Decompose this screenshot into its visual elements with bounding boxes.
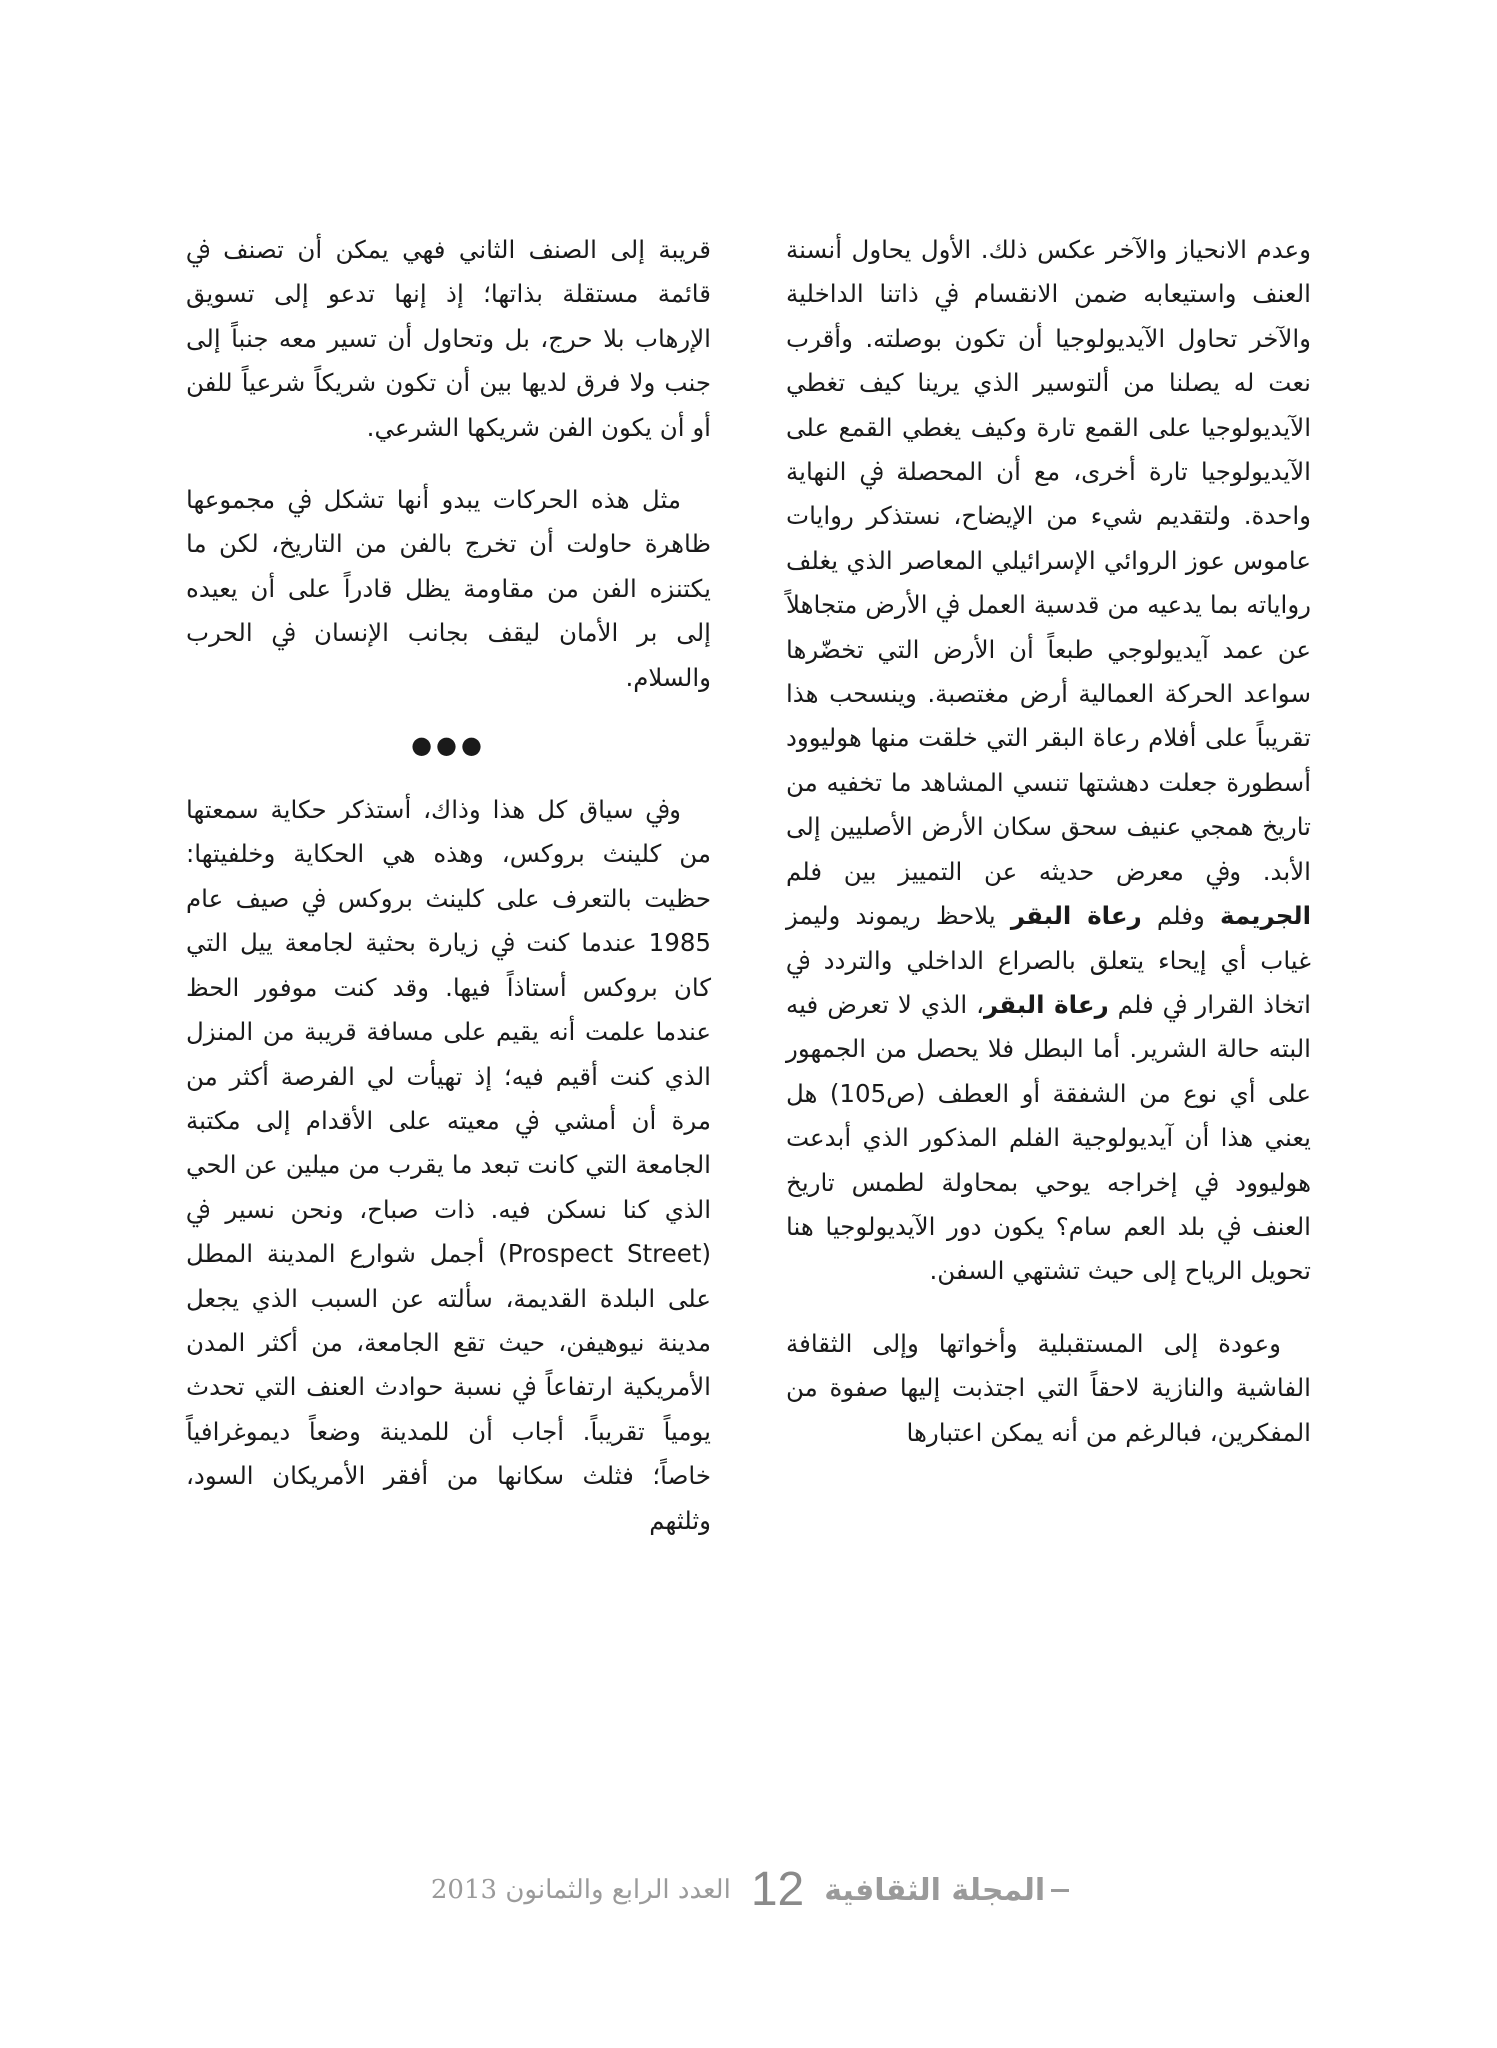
section-separator: ●●● [411, 731, 486, 760]
page-number: 12 [750, 1863, 805, 1916]
left-column-paragraph-2: مثل هذه الحركات يبدو أنها تشكل ﰲ مجموعها ظاهرة حاولت أن تخرج بالفن من التاريخ، لكن ما يكتنزه الفن من مقاومة يظل قادراً على أن يعيده إلى بر الأمان ليقف بجانب الإنسان ﰲ الحرب والسلام. [186, 485, 711, 692]
film-title-cowboys-2: رعاة البقر [984, 989, 1109, 1019]
title-bar-decoration [1051, 1889, 1069, 1892]
film-title-cowboys: رعاة البقر [1010, 901, 1142, 931]
right-column-paragraph-1: وعدم الانحياز والآخر عكس ذلك. الأول يحاول أنسنة العنف واستيعابه ضمن الانقسام ﰲ ذاتنا الداخلية والآخر تحاول الآيديولوجيا أن تكون بوصلته. وأقرب نعت له يصلنا من ألتوسير الذي يرينا كيف تغطي الآيديولوجيا على القمع تارة وكيف يغطي القمع على الآيديولوجيا تارة أخرى، مع أن المحصلة ﰲ النهاية واحدة. ولتقديم شيء من الإيضاح، نستذكر روايات عاموس عوز الروائي الإسرائيلي المعاصر الذي يغلف رواياته بما يدعيه من قدسية العمل ﰲ الأرض متجاهلاً عن عمد آيديولوجي طبعاً أن الأرض التي تخضّرها سواعد الحركة العمالية أرض مغتصبة. وينسحب هذا تقريباً على أفلام رعاة البقر التي خلقت منها هوليوود أسطورة جعلت دهشتها تنسي المشاهد ما تخفيه من تاريخ همجي عنيف سحق سكان الأرض الأصليين إلى الأبد. وﰲ معرض حديثه عن التمييز بين فلم الجريمة وفلم رعاة البقر يلاحظ ريموند وليمز غياب أي إيحاء يتعلق بالصراع الداخلي والتردد ﰲ اتخاذ القرار ﰲ فلم رعاة البقر، الذي لا تعرض فيه البته حالة الشرير. أما البطل فلا يحصل من الجمهور على أي نوع من الشفقة أو العطف (ص105) هل يعني هذا أن آيديولوجية الفلم المذكور الذي أبدعت هوليوود ﰲ إخراجه يوحي بمحاولة لطمس تاريخ العنف ﰲ بلد العم سام؟ يكون دور الآيديولوجيا هنا تحويل الرياح إلى حيث تشتهي السفن. [786, 235, 1311, 1286]
left-column-paragraph-3: وﰲ سياق كل هذا وذاك، أستذكر حكاية سمعتها من كلينث بروكس، وهذه هي الحكاية وخلفيتها: حظيت بالتعرف على كلينث بروكس ﰲ صيف عام 1985 عندما كنت ﰲ زيارة بحثية لجامعة ييل التي كان بروكس أستاذاً فيها. وقد كنت موفور الحظ عندما علمت أنه يقيم على مسافة قريبة من المنزل الذي كنت أقيم فيه؛ إذ تهيأت لي الفرصة أكثر من مرة أن أمشي ﰲ معيته على الأقدام إلى مكتبة الجامعة التي كانت تبعد ما يقرب من ميلين عن الحي الذي كنا نسكن فيه. ذات صباح، ونحن نسير ﰲ (Prospect Street) أجمل شوارع المدينة المطل على البلدة القديمة، سألته عن السبب الذي يجعل مدينة نيوهيفن، حيث تقع الجامعة، من أكثر المدن الأمريكية ارتفاعاً ﰲ نسبة حوادث العنف التي تحدث يومياً تقريباً. أجاب أن للمدينة وضعاً ديموغرافياً خاصاً؛ فثلث سكانها من أفقر الأمريكان السود، وثلثهم [186, 795, 711, 1535]
right-column-paragraph-2: وعودة إلى المستقبلية وأخواتها وإلى الثقافة الفاشية والنازية لاحقاً التي اجتذبت إليها صفوة من المفكرين، فبالرغم من أنه يمكن اعتبارها [786, 1328, 1311, 1447]
left-column [186, 228, 711, 1543]
issue-label: العدد الرابع والثمانون 2013 [430, 1875, 731, 1905]
page-footer [430, 1860, 1070, 1920]
right-column [786, 228, 1311, 1455]
magazine-title: المجلة الثقافية [824, 1873, 1069, 1908]
film-title-crime: الجريمة [1220, 901, 1311, 931]
left-column-paragraph-1: قريبة إلى الصنف الثاني فهي يمكن أن تصنف ﰲ قائمة مستقلة بذاتها؛ إذ إنها تدعو إلى تسويق الإرهاب بلا حرج، بل وتحاول أن تسير معه جنباً إلى جنب ولا فرق لديها بين أن تكون شريكاً شرعياً للفن أو أن يكون الفن شريكها الشرعي. [186, 235, 711, 442]
